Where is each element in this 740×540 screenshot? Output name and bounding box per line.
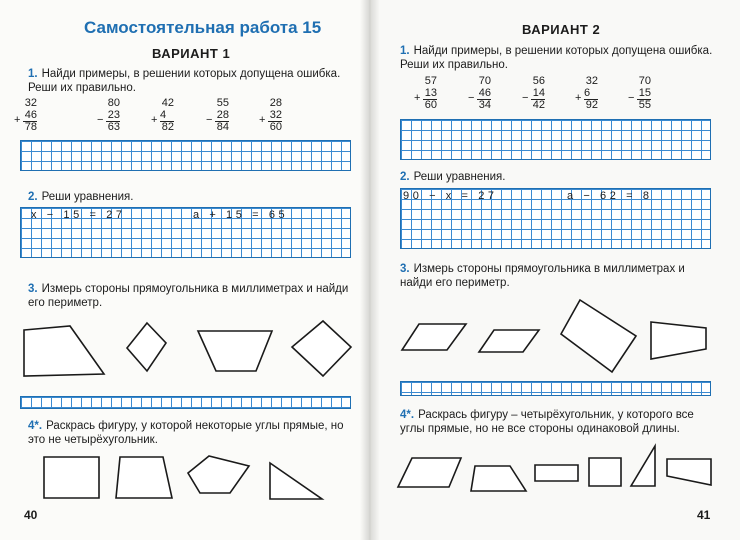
task-text: Раскрась фигуру, у которой некоторые углы прямые, но это не четырёхугольник. <box>28 420 344 446</box>
equation-1: x − 15 = 27 <box>31 209 126 221</box>
parallelogram-shape[interactable] <box>402 324 466 350</box>
operation-sign: − <box>97 113 104 126</box>
answer-grid-task-3[interactable] <box>400 381 711 396</box>
operand-b: 46 <box>478 86 491 99</box>
variant-2-heading: ВАРИАНТ 2 <box>522 22 601 37</box>
trapezoid-shape[interactable] <box>471 466 526 491</box>
page-title: Самостоятельная работа 15 <box>84 18 322 37</box>
parallelogram-shape[interactable] <box>479 330 539 352</box>
equation-2: a + 15 = 65 <box>193 209 289 221</box>
trapezoid-shape[interactable] <box>651 322 706 359</box>
task-number: 3. <box>400 263 410 275</box>
page-number-left: 40 <box>24 508 38 522</box>
rectangle-shape[interactable] <box>535 465 578 481</box>
result: 60 <box>269 121 282 133</box>
result: 82 <box>161 121 174 133</box>
result: 92 <box>585 99 598 111</box>
operation-sign: + <box>575 91 582 104</box>
result: 84 <box>216 121 229 133</box>
task-number: 3. <box>28 283 38 295</box>
result: 34 <box>478 99 491 111</box>
operand-a: 70 <box>638 75 651 87</box>
operation-sign: + <box>151 113 158 126</box>
equation-1: 90 − x = 27 <box>403 190 498 202</box>
operation-sign: − <box>628 91 635 104</box>
operation-sign: + <box>14 113 21 126</box>
square-shape[interactable] <box>589 458 621 486</box>
parallelogram-shape[interactable] <box>398 458 461 487</box>
operation-sign: + <box>414 91 421 104</box>
page-number-right: 41 <box>697 508 711 522</box>
operand-a: 80 <box>107 97 120 109</box>
result: 60 <box>424 99 437 111</box>
operand-b: 13 <box>424 86 437 99</box>
equation-2: a − 62 = 8 <box>567 190 653 202</box>
operand-a: 32 <box>24 97 37 109</box>
operand-b: 6 <box>584 86 591 99</box>
trapezoid-shape[interactable] <box>667 459 711 485</box>
operand-b: 15 <box>638 86 651 99</box>
operation-sign: − <box>522 91 529 104</box>
operand-b: 14 <box>532 86 545 99</box>
result: 55 <box>638 99 651 111</box>
result: 78 <box>24 121 37 133</box>
task-number: 2. <box>28 191 38 203</box>
task-text: Измерь стороны прямоугольника в миллиметрах и найди его периметр. <box>28 283 349 309</box>
task-number: 4*. <box>28 420 43 432</box>
task-text: Найди примеры, в решении которых допущена ошибка. Реши их правильно. <box>28 68 341 94</box>
operand-b: 32 <box>269 108 282 121</box>
operation-sign: − <box>468 91 475 104</box>
triangle-shape[interactable] <box>631 446 655 486</box>
operand-a: 32 <box>585 75 598 87</box>
tilted-rectangle-shape[interactable] <box>561 300 636 372</box>
task-text: Реши уравнения. <box>413 171 506 183</box>
task-text: Найди примеры, в решении которых допущена ошибка. Реши их правильно. <box>400 45 713 71</box>
operand-a: 28 <box>269 97 282 109</box>
task-number: 1. <box>400 45 410 57</box>
task-number: 2. <box>400 171 410 183</box>
task-text: Раскрась фигуру – четырёхугольник, у которого все углы прямые, но не все стороны одинаковой длины. <box>400 409 694 435</box>
task-4-right <box>400 408 720 436</box>
variant-1-heading: ВАРИАНТ 1 <box>152 46 231 61</box>
task-text: Измерь стороны прямоугольника в миллиметрах и найди его периметр. <box>400 263 685 289</box>
task-number: 4*. <box>400 409 415 421</box>
operation-sign: − <box>206 113 213 126</box>
operand-a: 55 <box>216 97 229 109</box>
operand-a: 56 <box>532 75 545 87</box>
operand-b: 23 <box>107 108 120 121</box>
task-number: 1. <box>28 68 38 80</box>
operand-b: 4 <box>160 108 167 121</box>
operand-b: 28 <box>216 108 229 121</box>
operand-a: 57 <box>424 75 437 87</box>
result: 42 <box>532 99 545 111</box>
result: 63 <box>107 121 120 133</box>
operand-b: 46 <box>24 108 37 121</box>
operand-a: 42 <box>161 97 174 109</box>
operation-sign: + <box>259 113 266 126</box>
task-text: Реши уравнения. <box>41 191 134 203</box>
operand-a: 70 <box>478 75 491 87</box>
